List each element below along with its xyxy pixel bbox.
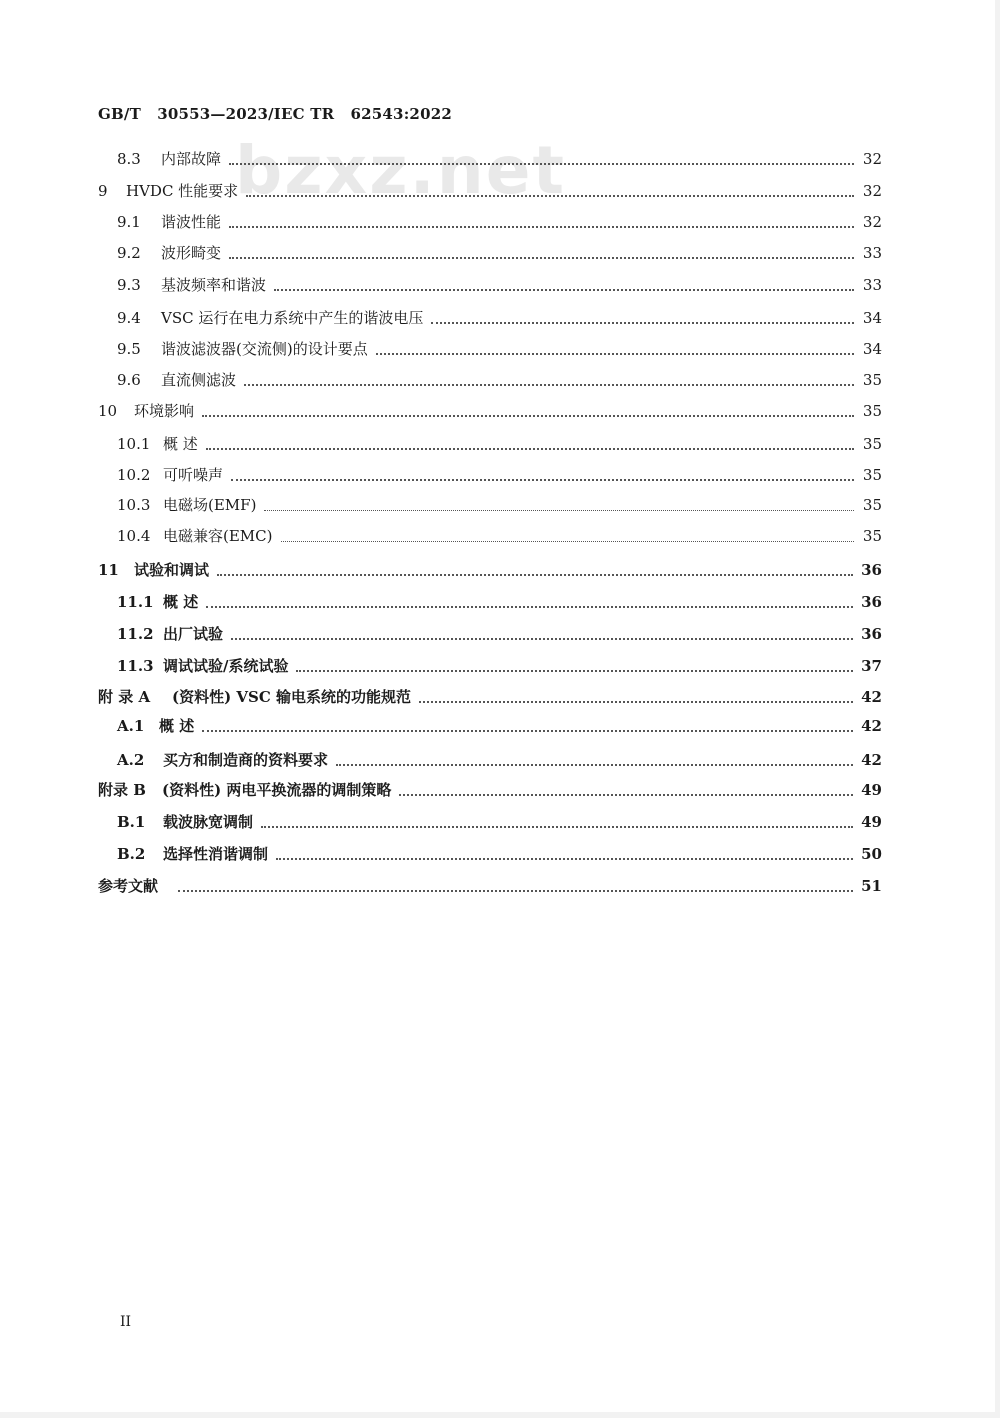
- toc-entry-number: A.1: [117, 717, 145, 735]
- toc-entry-references[interactable]: [98, 875, 882, 897]
- dot-leader: [399, 793, 853, 796]
- dot-leader: [229, 162, 854, 165]
- toc-entry-title: 概 述: [159, 717, 195, 735]
- toc-entry-page: 49: [861, 813, 882, 831]
- toc-entry[interactable]: [117, 274, 882, 296]
- dot-leader: [217, 573, 853, 576]
- page-number: II: [120, 1314, 132, 1330]
- toc-entry-page: 35: [862, 496, 882, 514]
- toc-entry-page: 50: [861, 845, 882, 863]
- toc-entry-page: 36: [861, 561, 882, 579]
- toc-entry-number: 11: [98, 561, 119, 579]
- toc-entry-number: 10.3: [117, 496, 151, 514]
- toc-entry-number: 9.2: [117, 244, 141, 262]
- toc-entry-title: 概 述: [163, 435, 198, 453]
- toc-entry[interactable]: [117, 307, 882, 329]
- dot-leader: [376, 352, 854, 355]
- toc-entry-title: (资料性) VSC 输电系统的功能规范: [172, 688, 412, 706]
- dot-leader: [281, 540, 855, 542]
- toc-entry[interactable]: [117, 525, 882, 547]
- toc-entry-page: 42: [861, 751, 882, 769]
- toc-entry-number: 10: [98, 402, 118, 420]
- toc-entry-title: 电磁场(EMF): [163, 496, 257, 514]
- dot-leader: [246, 194, 854, 197]
- watermark: bzxz.net: [235, 132, 567, 209]
- toc-entry-title: 载波脉宽调制: [163, 813, 254, 831]
- toc-entry[interactable]: [117, 623, 882, 645]
- toc-entry-number: 9.5: [117, 340, 141, 358]
- dot-leader: [296, 669, 853, 672]
- toc-entry-title: 电磁兼容(EMC): [163, 527, 273, 545]
- toc-entry-page: 35: [862, 527, 882, 545]
- toc-entry-page: 35: [862, 371, 882, 389]
- toc-entry-title: VSC 运行在电力系统中产生的谐波电压: [161, 309, 424, 327]
- dot-leader: [431, 321, 854, 324]
- toc-entry-number: 11.2: [117, 625, 154, 643]
- toc-entry-page: 35: [862, 435, 882, 453]
- toc-entry[interactable]: [117, 715, 882, 737]
- dot-leader: [244, 383, 854, 386]
- toc-entry[interactable]: [117, 464, 882, 486]
- toc-entry[interactable]: [117, 591, 882, 613]
- toc-entry-number: 8.3: [117, 150, 141, 168]
- toc-entry-title: 选择性消谐调制: [163, 845, 269, 863]
- toc-entry-number: 参考文献: [98, 877, 159, 895]
- toc-entry-title: 谐波性能: [161, 213, 222, 231]
- dot-leader: [336, 763, 853, 766]
- toc-entry-number: 11.3: [117, 657, 154, 675]
- toc-entry-number: 9: [98, 182, 108, 200]
- toc-entry-page: 33: [862, 244, 882, 262]
- toc-entry-number: 10.4: [117, 527, 151, 545]
- toc-entry-number: 附录 B: [98, 781, 146, 799]
- toc-entry-page: 42: [861, 688, 882, 706]
- toc-entry[interactable]: [117, 433, 882, 455]
- toc-entry-number: 9.6: [117, 371, 141, 389]
- toc-entry[interactable]: [117, 811, 882, 833]
- dot-leader: [231, 637, 853, 640]
- toc-entry-annex-b[interactable]: [98, 779, 882, 801]
- toc-entry[interactable]: [117, 148, 882, 170]
- toc-entry[interactable]: [117, 749, 882, 771]
- toc-entry-page: 42: [861, 717, 882, 735]
- toc-entry-number: B.1: [117, 813, 146, 831]
- dot-leader: [419, 700, 853, 703]
- toc-entry[interactable]: [117, 843, 882, 865]
- toc-entry-title: 波形畸变: [161, 244, 222, 262]
- toc-entry-title: 谐波滤波器(交流侧)的设计要点: [161, 340, 368, 358]
- toc-entry-page: 36: [861, 625, 882, 643]
- toc-entry-number: B.2: [117, 845, 146, 863]
- toc-entry[interactable]: [98, 400, 882, 422]
- toc-entry-annex-a[interactable]: [98, 686, 882, 708]
- toc-entry-page: 35: [862, 402, 882, 420]
- dot-leader: [178, 889, 853, 892]
- toc-entry-title: (资料性) 两电平换流器的调制策略: [162, 781, 392, 799]
- toc-entry-title: 直流侧滤波: [161, 371, 237, 389]
- dot-leader: [231, 478, 854, 481]
- toc-entry-page: 32: [862, 182, 882, 200]
- toc-entry-number: 9.1: [117, 213, 141, 231]
- toc-entry[interactable]: [98, 180, 882, 202]
- toc-entry-page: 34: [862, 309, 882, 327]
- toc-entry[interactable]: [98, 559, 882, 581]
- toc-entry-title: 买方和制造商的资料要求: [163, 751, 329, 769]
- dot-leader: [274, 288, 854, 291]
- dot-leader: [229, 225, 854, 228]
- toc-entry-number: 11.1: [117, 593, 154, 611]
- toc-entry-page: 33: [862, 276, 882, 294]
- standard-header: GB/T 30553—2023/IEC TR 62543:2022: [98, 105, 452, 123]
- toc-entry[interactable]: [117, 655, 882, 677]
- toc-entry-title: 可听噪声: [163, 466, 224, 484]
- toc-entry-title: 概 述: [163, 593, 199, 611]
- dot-leader: [229, 256, 854, 259]
- toc-entry[interactable]: [117, 242, 882, 264]
- toc-entry-title: 试验和调试: [134, 561, 210, 579]
- toc-entry-title: 基波频率和谐波: [161, 276, 267, 294]
- toc-entry-page: 32: [862, 213, 882, 231]
- toc-entry[interactable]: [117, 494, 882, 516]
- dot-leader: [261, 825, 853, 828]
- toc-entry-number: 10.2: [117, 466, 151, 484]
- toc-entry-number: 附 录 A: [98, 688, 151, 706]
- toc-entry[interactable]: [117, 369, 882, 391]
- toc-entry[interactable]: [117, 211, 882, 233]
- toc-entry-page: 49: [861, 781, 882, 799]
- toc-entry-number: 9.4: [117, 309, 141, 327]
- toc-entry-page: 32: [862, 150, 882, 168]
- dot-leader: [206, 447, 854, 450]
- toc-entry-number: 10.1: [117, 435, 151, 453]
- dot-leader: [202, 729, 853, 732]
- toc-entry-page: 36: [861, 593, 882, 611]
- dot-leader: [206, 605, 853, 608]
- dot-leader: [202, 414, 854, 417]
- toc-entry-title: 出厂试验: [163, 625, 224, 643]
- toc-entry-title: 调试试验/系统试验: [163, 657, 289, 675]
- toc-entry-title: HVDC 性能要求: [126, 182, 239, 200]
- toc-entry-number: A.2: [117, 751, 145, 769]
- toc-entry-title: 环境影响: [134, 402, 195, 420]
- toc-entry-page: 37: [861, 657, 882, 675]
- dot-leader: [276, 857, 853, 860]
- toc-entry-number: 9.3: [117, 276, 141, 294]
- toc-entry-page: 35: [862, 466, 882, 484]
- toc-entry-page: 34: [862, 340, 882, 358]
- dot-leader: [264, 509, 854, 511]
- toc-entry-title: 内部故障: [161, 150, 222, 168]
- toc-entry-page: 51: [861, 877, 882, 895]
- toc-entry[interactable]: [117, 338, 882, 360]
